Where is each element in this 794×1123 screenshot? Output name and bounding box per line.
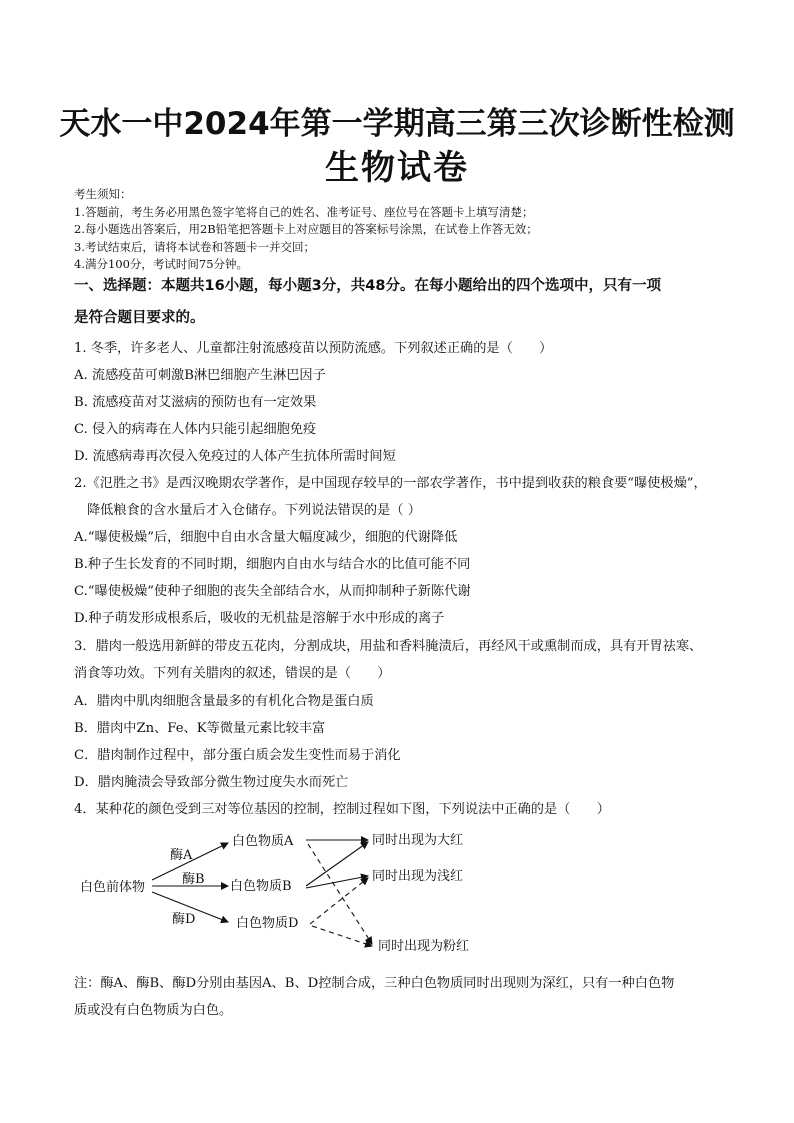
- question-3-option-a: A．腊肉中肌肉细胞含量最多的有机化合物是蛋白质: [74, 694, 374, 709]
- substance-d-label: 白色物质D: [236, 916, 299, 931]
- a-to-pink-arrow: [308, 844, 372, 944]
- section-heading-cont: 是符合题目要求的。: [74, 310, 205, 326]
- question-2-stem: 2.《氾胜之书》是西汉晚期农学著作，是中国现存较早的一部农学著作，书中提到收获的粮食要“曝使极燥”，: [74, 476, 707, 491]
- notice-heading: 考生须知：: [74, 187, 132, 201]
- question-2-stem-cont: 降低粮食的含水量后才入仓储存。下列说法错误的是（ ）: [87, 503, 421, 518]
- question-1-stem: 1. 冬季，许多老人、儿童都注射流感疫苗以预防流感。下列叙述正确的是（ ）: [74, 341, 553, 356]
- question-3-option-c: C．腊肉制作过程中，部分蛋白质会发生变性而易于消化: [74, 748, 401, 763]
- question-3-option-d: D．腊肉腌渍会导致部分微生物过度失水而死亡: [74, 775, 349, 790]
- result-red-label: 同时出现为大红: [372, 833, 464, 848]
- precursor-label: 白色前体物: [80, 880, 146, 895]
- question-1-option-d: D. 流感病毒再次侵入免疫过的人体产生抗体所需时间短: [74, 449, 396, 464]
- section-heading: 一、选择题：本题共16小题，每小题3分，共48分。在每小题给出的四个选项中，只有一项: [74, 278, 661, 294]
- b-to-light-arrow: [306, 876, 368, 888]
- question-3-option-b: B．腊肉中Zn、Fe、K等微量元素比较丰富: [74, 721, 326, 736]
- notice-item: 3.考试结束后，请将本试卷和答题卡一并交回；: [74, 239, 315, 254]
- question-3-stem: 3．腊肉一般选用新鲜的带皮五花肉，分割成块，用盐和香料腌渍后，再经风干或熏制而成，具有开胃祛寒、: [74, 639, 703, 654]
- enzyme-b-label: 酶B: [182, 872, 205, 887]
- b-to-red-arrow: [306, 842, 368, 886]
- question-3-stem-cont: 消食等功效。下列有关腊肉的叙述，错误的是（ ）: [74, 666, 391, 681]
- exam-title: 天水一中2024年第一学期高三第三次诊断性检测: [59, 106, 735, 142]
- notice-item: 1.答题前，考生务必用黑色签字笔将自己的姓名、准考证号、座位号在答题卡上填写清楚；: [74, 204, 534, 219]
- notice-item: 4.满分100分，考试时间75分钟。: [74, 257, 249, 272]
- question-2-option-a: A.“曝使极燥”后，细胞中自由水含量大幅度减少，细胞的代谢降低: [74, 530, 458, 545]
- result-light-label: 同时出现为浅红: [372, 869, 464, 884]
- subject-title: 生物试卷: [325, 148, 469, 188]
- diagram-note: 注：酶A、酶B、酶D分别由基因A、B、D控制合成，三种白色物质同时出现则为深红，只有一种白色物: [74, 976, 675, 991]
- question-2-option-b: B.种子生长发育的不同时期，细胞内自由水与结合水的比值可能不同: [74, 557, 471, 572]
- substance-b-label: 白色物质B: [230, 879, 292, 894]
- question-4-stem: 4．某种花的颜色受到三对等位基因的控制，控制过程如下图，下列说法中正确的是（ ）: [74, 802, 610, 817]
- question-1-option-a: A. 流感疫苗可刺激B淋巴细胞产生淋巴因子: [74, 368, 326, 383]
- notice-item: 2.每小题选出答案后，用2B铅笔把答题卡上对应题目的答案标号涂黑，在试卷上作答无效；: [74, 222, 538, 237]
- enzyme-d-label: 酶D: [172, 912, 196, 927]
- flower-color-pathway-diagram: [74, 822, 514, 960]
- question-1-option-b: B. 流感疫苗对艾滋病的预防也有一定效果: [74, 395, 317, 410]
- d-to-light-arrow: [310, 878, 368, 924]
- exam-notice: [74, 186, 538, 274]
- question-2-option-c: C.“曝使极燥”使种子细胞的丧失全部结合水，从而抑制种子新陈代谢: [74, 584, 471, 599]
- question-1-option-c: C. 侵入的病毒在人体内只能引起细胞免疫: [74, 422, 317, 437]
- result-pink-label: 同时出现为粉红: [378, 939, 470, 954]
- enzyme-a-label: 酶A: [170, 848, 193, 863]
- substance-a-label: 白色物质A: [232, 834, 294, 849]
- question-2-option-d: D.种子萌发形成根系后，吸收的无机盐是溶解于水中形成的离子: [74, 611, 445, 626]
- diagram-note-cont: 质或没有白色物质为白色。: [74, 1003, 233, 1018]
